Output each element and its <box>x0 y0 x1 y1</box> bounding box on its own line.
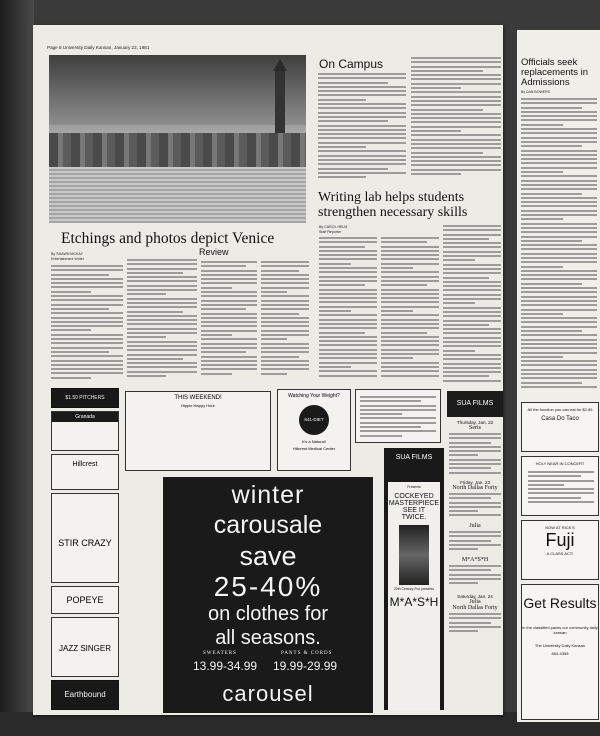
taco-ad <box>521 402 599 452</box>
admissions-text <box>521 98 597 398</box>
diet-question: Watching Your Weight? <box>288 393 340 399</box>
venice-column-1 <box>51 265 123 385</box>
writing-lab-headline: Writing lab helps students strengthen necessary skills <box>318 190 468 220</box>
diet-badge: 841-DIET <box>299 405 329 435</box>
cinema-ad <box>51 454 119 490</box>
calendar-text-5 <box>449 613 501 637</box>
review-label: Review <box>199 247 229 257</box>
calendar-day1: Thursday, Jan. 22 <box>456 420 494 425</box>
pitchers-ad <box>51 388 119 408</box>
newspaper-page <box>33 25 503 715</box>
kansan-classified-ad <box>521 584 599 720</box>
earthbound-ad <box>51 680 119 710</box>
venice-column-4 <box>261 261 309 385</box>
sua-title4: TWICE. <box>401 514 427 521</box>
venice-byline: By SHAWN MCKAY <box>51 252 83 256</box>
concert-ad <box>521 456 599 516</box>
concert-title: HOLY NEAR IN CONCERT <box>535 461 585 466</box>
stir-crazy-ad <box>51 493 119 583</box>
sua-title2: MASTERPIECE <box>388 500 440 507</box>
popeye-label: POPEYE <box>66 595 104 605</box>
lab-byline: By CAROL HELM <box>319 225 348 229</box>
diet-tagline: It's a Natural! <box>302 439 326 444</box>
pants-label: PANTS & CORDS <box>281 651 333 656</box>
winter-line3: save <box>239 541 297 571</box>
admissions-headline: Officials seek replacements in Admissions <box>521 57 589 88</box>
ricks-sub: A CLASS ACT! <box>546 551 574 556</box>
venice-byline-role: Entertainment Writer <box>51 257 84 261</box>
on-campus-column-1 <box>318 73 406 185</box>
sweaters-price: 13.99-34.99 <box>193 659 258 673</box>
pants-price: 19.99-29.99 <box>273 659 338 673</box>
calendar-day2: Friday, Jan. 23 <box>459 480 491 485</box>
popeye-ad <box>51 586 119 614</box>
mash-title: M*A*S*H <box>389 595 439 609</box>
photo-water <box>49 167 306 223</box>
background-edge <box>0 0 34 736</box>
calendar-film2: North Dallas Forty <box>452 485 498 491</box>
kansan-name: The University Daily Kansan <box>534 643 586 648</box>
sweaters-label: SWEATERS <box>203 651 237 656</box>
sua-presents: Presents <box>407 485 421 489</box>
taco-offer: All the function you can eat for $2.85 <box>527 407 593 412</box>
granada-ad <box>51 411 119 451</box>
venice-headline: Etchings and photos depict Venice <box>61 230 275 247</box>
cinema-label: Hillcrest <box>72 461 98 468</box>
ricks-ad <box>521 520 599 580</box>
sua-inner <box>388 482 440 710</box>
pitchers-text: $1.50 PITCHERS <box>65 395 105 401</box>
ricks-fuji: Fuji <box>545 530 575 550</box>
calendar-day3: Saturday, Jan. 24 <box>457 594 493 599</box>
taco-name: Casa Do Taco <box>541 416 579 422</box>
sua-title1: COCKEYED <box>394 493 434 500</box>
diet-ad <box>277 389 351 471</box>
diet-center-name: Hillcrest Medical Center <box>292 446 336 451</box>
stir-crazy-label: STIR CRAZY <box>58 538 112 548</box>
mash-poster <box>399 525 429 585</box>
lab-column-3 <box>443 225 501 387</box>
calendar-film5: Julia <box>469 599 481 605</box>
calendar-film4: M*A*S*H <box>461 557 489 563</box>
on-campus-column-2 <box>411 57 501 185</box>
get-results: Get Results <box>523 595 597 611</box>
ricks-heading: NOW AT RICK'S <box>545 525 575 530</box>
venice-photo <box>49 55 306 223</box>
lab-column-2 <box>381 237 439 382</box>
sua-mash-ad <box>384 448 444 710</box>
calendar-logo: SUA FILMS <box>447 391 503 417</box>
on-campus-title: On Campus <box>319 57 384 71</box>
winter-line1: winter <box>231 481 305 509</box>
calendar-film6: North Dallas Forty <box>452 605 498 611</box>
page-header: Page 8 University Daily Kansan, January 22, 1981 <box>47 45 150 50</box>
granada-label: Granada <box>52 412 118 422</box>
winter-carousale-ad <box>163 477 373 713</box>
lab-byline-role: Staff Reporter <box>319 230 342 234</box>
venice-column-3 <box>201 261 257 385</box>
winter-line2: carousale <box>213 511 323 539</box>
photo-buildings <box>49 133 306 167</box>
photo-sky <box>49 55 306 125</box>
weekend-heading: THIS WEEKEND! <box>174 395 222 401</box>
sua-logo: SUA FILMS <box>395 454 433 461</box>
calendar-text-4 <box>449 565 501 591</box>
venice-column-2 <box>127 259 197 385</box>
calendar-text-1 <box>449 433 501 477</box>
admissions-byline: By DAN BOWERS <box>521 90 550 94</box>
jazz-singer-label: JAZZ SINGER <box>58 644 111 653</box>
lab-column-1 <box>319 237 377 382</box>
background-bottom <box>0 712 600 736</box>
winter-line6: all seasons. <box>215 627 321 649</box>
carousel-brand: carousel <box>222 681 314 706</box>
adjacent-page <box>517 30 600 722</box>
earthbound-label: Earthbound <box>64 690 106 699</box>
kansan-phone: 864-4358 <box>551 651 569 656</box>
this-weekend-ad <box>125 391 271 471</box>
calendar-film1: Serts <box>469 425 481 431</box>
bookstore-ad <box>355 389 441 443</box>
concert-text <box>528 471 594 511</box>
sua-studio: 20th Century-Fox presents <box>393 587 435 591</box>
calendar-text-3 <box>449 531 501 557</box>
weekend-line: Hippie Happy Hour <box>181 403 215 408</box>
winter-line5: on clothes for <box>207 603 329 625</box>
jazz-singer-ad <box>51 617 119 677</box>
calendar-text-2 <box>449 493 501 523</box>
classified-text: in the classified packs our community daily kansan <box>522 625 598 635</box>
winter-discount: 25-40% <box>213 571 323 602</box>
bookstore-text <box>360 396 436 440</box>
film-calendar <box>447 391 503 713</box>
sua-title3: SEE IT <box>402 507 426 514</box>
calendar-film3: Julia <box>469 523 481 529</box>
